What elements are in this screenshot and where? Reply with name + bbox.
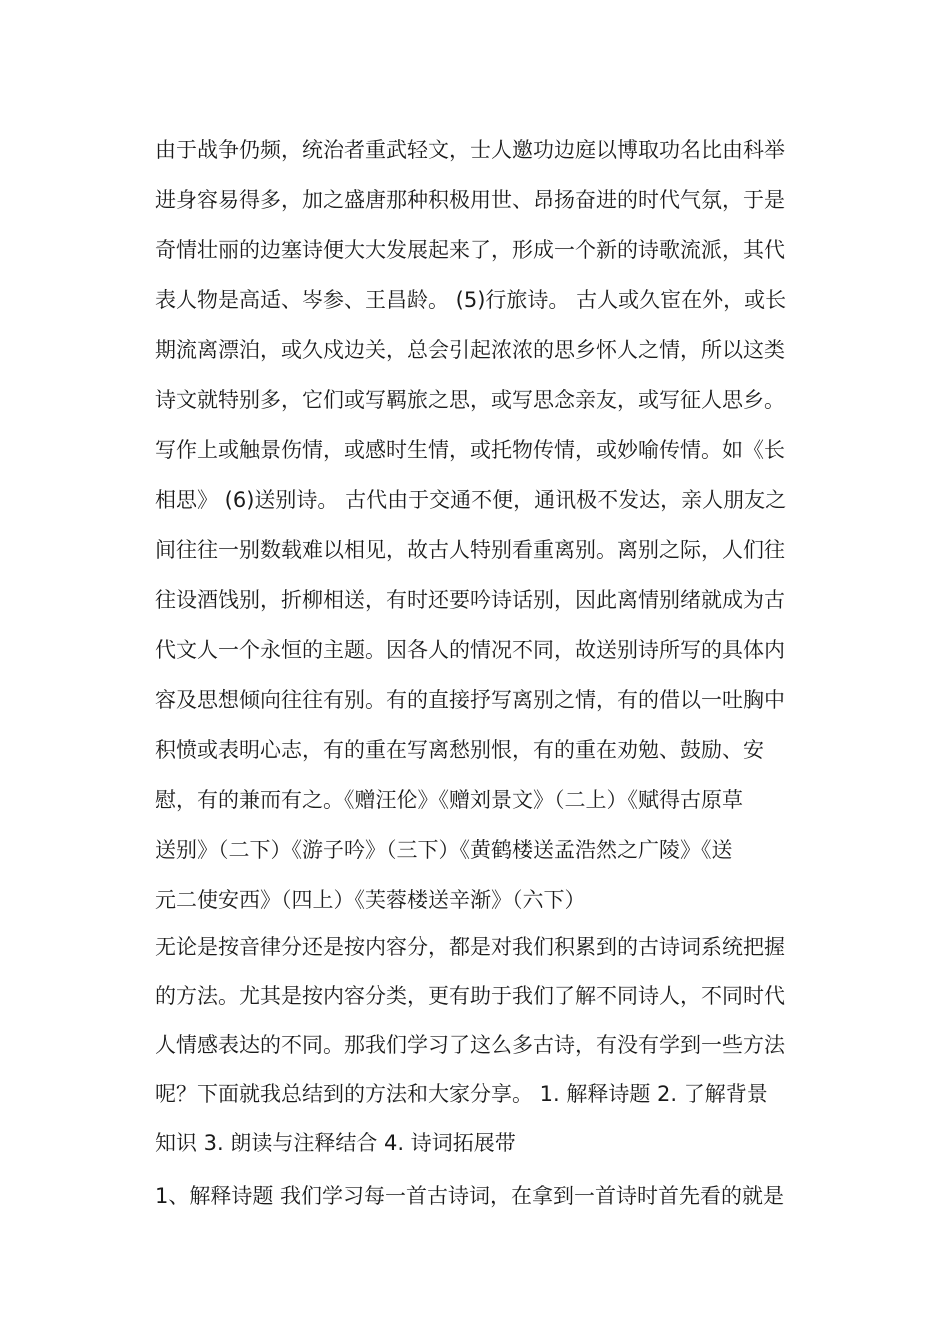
text-line: 进身容易得多，加之盛唐那种积极用世、昂扬奋进的时代气氛，于是 [155,188,785,212]
text-line: 期流离漂泊，或久戍边关，总会引起浓浓的思乡怀人之情，所以这类 [155,338,785,362]
paragraph-poetry-types [155,125,815,925]
text-line: 往设酒饯别，折柳相送，有时还要吟诗话别，因此离情别绪就成为古 [155,588,785,612]
text-line: 无论是按音律分还是按内容分，都是对我们积累到的古诗词系统把握 [155,935,785,959]
text-line: 元二使安西》（四上）《芙蓉楼送辛渐》（六下） [155,888,586,912]
text-line: 慰，有的兼而有之。《赠汪伦》《赠刘景文》（二上）《赋得古原草 [155,788,743,812]
text-line: 1、解释诗题 我们学习每一首古诗词，在拿到一首诗时首先看的就是 [155,1184,785,1208]
text-line: 相思》 (6)送别诗。 古代由于交通不便，通讯极不发达，亲人朋友之 [155,488,787,512]
text-line: 积愤或表明心志，有的重在写离愁别恨，有的重在劝勉、鼓励、安 [155,738,764,762]
text-line: 由于战争仍频，统治者重武轻文，士人邀功边庭以博取功名比由科举 [155,138,785,162]
text-line: 奇情壮丽的边塞诗便大大发展起来了，形成一个新的诗歌流派，其代 [155,238,785,262]
text-line: 呢？下面就我总结到的方法和大家分享。 1. 解释诗题 2. 了解背景 [155,1082,768,1106]
text-line: 表人物是高适、岑参、王昌龄。 (5)行旅诗。 古人或久宦在外，或长 [155,288,787,312]
text-line: 间往往一别数载难以相见，故古人特别看重离别。离别之际，人们往 [155,538,785,562]
text-line: 人情感表达的不同。那我们学习了这么多古诗，有没有学到一些方法 [155,1033,785,1057]
text-line: 代文人一个永恒的主题。因各人的情况不同，故送别诗所写的具体内 [155,638,785,662]
text-line: 容及思想倾向往往有别。有的直接抒写离别之情，有的借以一吐胸中 [155,688,785,712]
text-line: 诗文就特别多，它们或写羁旅之思，或写思念亲友，或写征人思乡。 [155,388,785,412]
paragraph-methods-intro [155,923,815,1168]
text-line: 知识 3. 朗读与注释结合 4. 诗词拓展带 [155,1131,516,1155]
text-line: 的方法。尤其是按内容分类，更有助于我们了解不同诗人，不同时代 [155,984,785,1008]
text-line: 写作上或触景伤情，或感时生情，或托物传情，或妙喻传情。如《长 [155,438,785,462]
text-line: 送别》（二下）《游子吟》（三下）《黄鹤楼送孟浩然之广陵》《送 [155,838,733,862]
paragraph-explain-title [155,1171,815,1221]
